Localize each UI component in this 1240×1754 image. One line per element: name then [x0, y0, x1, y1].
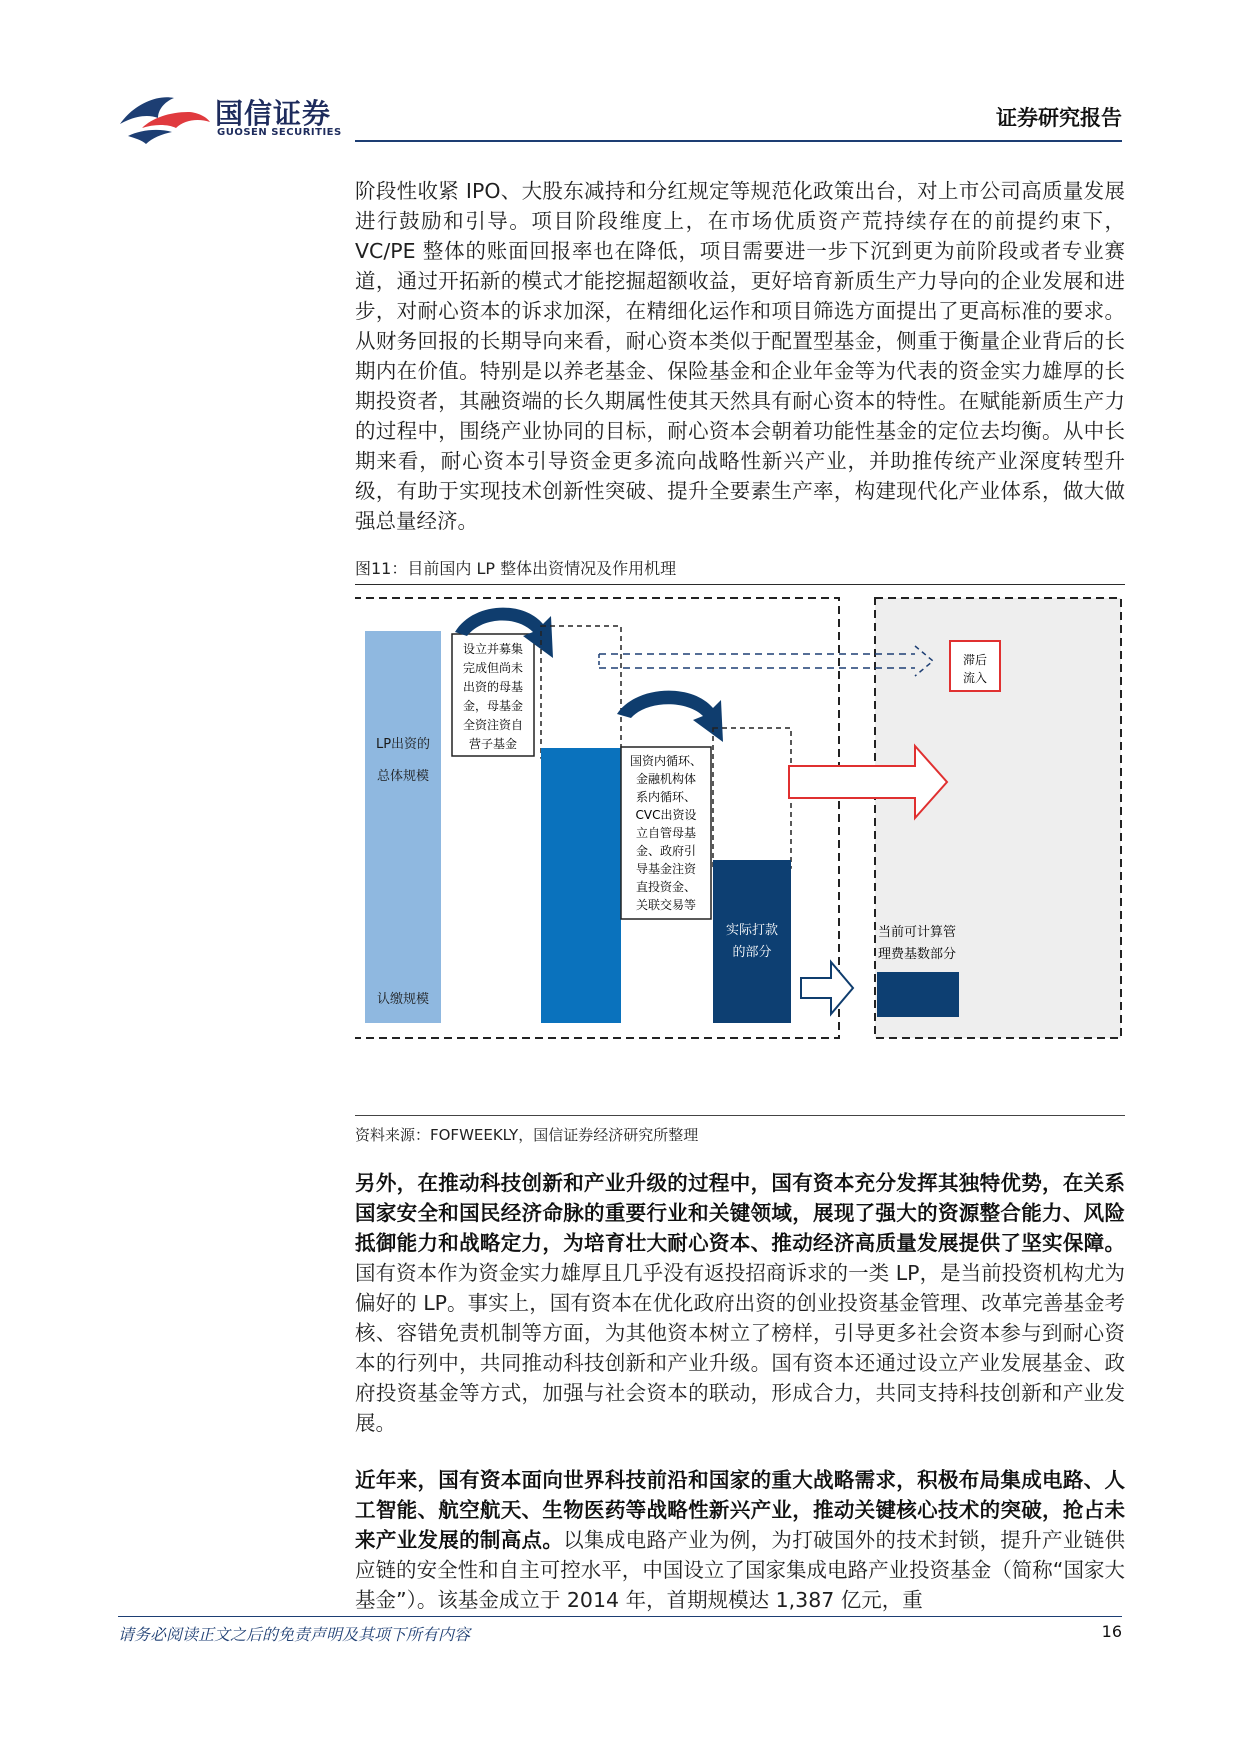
svg-text:出资的母基: 出资的母基: [462, 680, 524, 694]
svg-text:立自管母基: 立自管母基: [635, 826, 697, 840]
footer-disclaimer: 请务必阅读正文之后的免责声明及其项下所有内容: [118, 1625, 471, 1644]
lagged-inflow-label-2: 流入: [962, 671, 988, 685]
red-outline-arrow-icon: [789, 746, 947, 818]
figure-source-note: 资料来源：FOFWEEKLY，国信证券经济研究所整理: [355, 1126, 699, 1144]
header-divider: [355, 140, 1122, 142]
svg-text:金，母基金: 金，母基金: [462, 699, 524, 713]
body-paragraph-2: [355, 1168, 1125, 1438]
svg-text:CVC出资设: CVC出资设: [635, 808, 697, 822]
svg-text:国资内循环、: 国资内循环、: [629, 754, 703, 768]
total-scale-bar: [365, 631, 441, 1023]
internal-circulation-box-text: [630, 753, 702, 912]
actual-paid-label-2: 的部分: [732, 945, 772, 960]
svg-text:全资注资自: 全资注资自: [462, 718, 524, 732]
svg-text:金、政府引: 金、政府引: [635, 844, 697, 858]
svg-text:关联交易等: 关联交易等: [635, 898, 697, 912]
svg-text:直投资金、: 直投资金、: [635, 880, 697, 894]
paragraph-2-bold-lead: 另外，在推动科技创新和产业升级的过程中，国有资本充分发挥其独特优势，在关系国家安全和国民经济命脉的重要行业和关键领域，展现了强大的资源整合能力、风险抵御能力和战略定力，为培育壮大耐心资本、推动经济高质量发展提供了坚实保障。: [355, 1171, 1125, 1255]
subscribed-scale-label: 认缴规模: [376, 992, 430, 1007]
actual-paid-bar: [713, 860, 791, 1023]
lp-funding-diagram: [355, 596, 1125, 1106]
svg-text:系内循环、: 系内循环、: [635, 790, 697, 804]
body-paragraph-1: 阶段性收紧 IPO、大股东减持和分红规定等规范化政策出台，对上市公司高质量发展进行鼓励和引导。项目阶段维度上，在市场优质资产荒持续存在的前提约束下，VC/PE 整体的账面回报率也在降低，项目需要进一步下沉到更为前阶段或者专业赛道，通过开拓新的模式才能挖掘超额收益，更好培育新质生产力导向的企业发展和进步，对耐心资本的诉求加深，在精细化运作和项目筛选方面提出了更高标准的要求。从财务回报的长期导向来看，耐心资本类似于配置型基金，侧重于衡量企业背后的长期内在价值。特别是以养老基金、保险基金和企业年金等为代表的资金实力雄厚的长期投资者，其融资端的长久期属性使其天然具有耐心资本的特性。在赋能新质生产力的过程中，围绕产业协同的目标，耐心资本会朝着功能性基金的定位去均衡。从中长期来看，耐心资本引导资金更多流向战略性新兴产业，并助推传统产业深度转型升级，有助于实现技术创新性突破、提升全要素生产率，构建现代化产业体系，做大做强总量经济。: [355, 179, 1125, 533]
actual-paid-dashed-box: [713, 728, 791, 868]
figure-bottom-rule: [355, 1115, 1125, 1116]
total-scale-label-1: LP出资的: [375, 737, 431, 752]
body-paragraph-3: [355, 1465, 1125, 1615]
paragraph-3-rest: 以集成电路产业为例，为打破国外的技术封锁，提升产业链供应链的安全性和自主可控水平，中国设立了国家集成电路产业投资基金（简称“国家大基金”）。该基金成立于 2014 年，首期规模达 1,387 亿元，重: [355, 1528, 1126, 1612]
svg-text:金融机构体: 金融机构体: [635, 772, 697, 786]
unpaid-dashed-box: [541, 626, 621, 758]
actual-paid-label-1: 实际打款: [725, 923, 779, 938]
figure-top-rule: [355, 584, 1125, 585]
svg-text:完成但尚未: 完成但尚未: [462, 661, 524, 675]
lagged-inflow-label-1: 滞后: [962, 653, 988, 667]
curved-arrow-2-icon: [617, 691, 723, 742]
fee-base-label-2: 理费基数部分: [877, 947, 957, 962]
fee-base-bar: [877, 972, 959, 1017]
paragraph-2-rest: 国有资本作为资金实力雄厚且几乎没有返投招商诉求的一类 LP，是当前投资机构尤为偏好的 LP。事实上，国有资本在优化政府出资的创业投资基金管理、改革完善基金考核、容错免责机制等方面，为其他资本树立了榜样，引导更多社会资本参与到耐心资本的行列中，共同推动科技创新和产业升级。国有资本还通过设立产业发展基金、政府投资基金等方式，加强与社会资本的联动，形成合力，共同支持科技创新和产业发展。: [355, 1261, 1125, 1435]
fee-base-label-1: 当前可计算管: [877, 925, 957, 940]
report-type-label: 证券研究报告: [996, 106, 1122, 130]
total-scale-label-2: 总体规模: [376, 769, 430, 784]
svg-text:营子基金: 营子基金: [468, 737, 518, 751]
logo-chinese-name: 国信证券: [215, 97, 332, 130]
svg-text:设立并募集: 设立并募集: [462, 642, 524, 656]
page-number: 16: [1101, 1622, 1122, 1641]
logo-english-name: GUOSEN SECURITIES: [217, 127, 342, 138]
figure-caption: 图11：目前国内 LP 整体出资情况及作用机理: [355, 559, 677, 578]
footer-divider: [118, 1616, 1122, 1617]
page-header: [0, 0, 1240, 150]
svg-text:导基金注资: 导基金注资: [635, 862, 697, 876]
committed-capital-bar: [541, 748, 621, 1023]
paragraph-3-bold-lead: 近年来，国有资本面向世界科技前沿和国家的重大战略需求，积极布局集成电路、人工智能、航空航天、生物医药等战略性新兴产业，推动关键核心技术的突破，抢占未来产业发展的制高点。: [355, 1468, 1125, 1552]
navy-outline-arrow-icon: [801, 962, 853, 1014]
